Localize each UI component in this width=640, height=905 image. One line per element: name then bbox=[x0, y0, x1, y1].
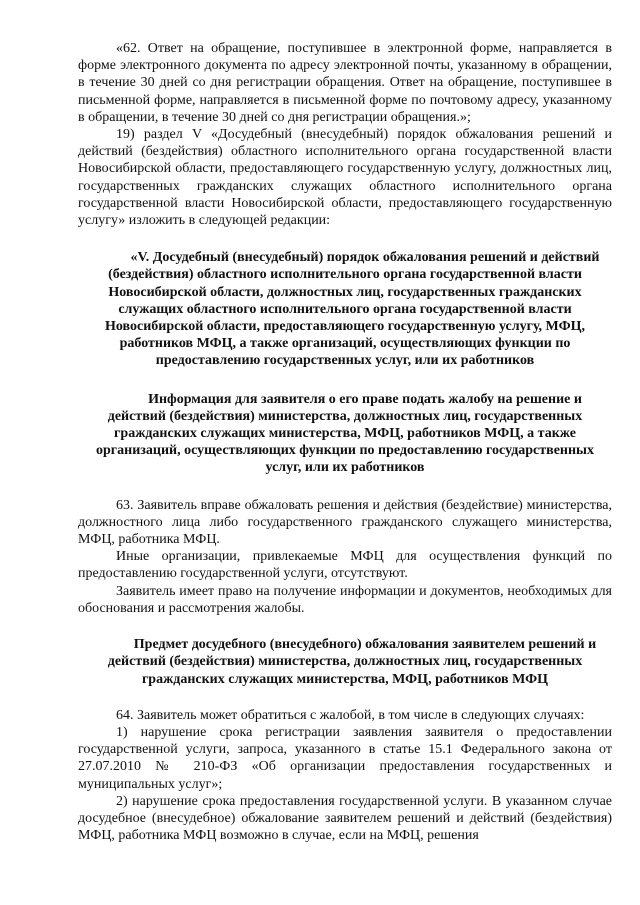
subsection-heading-information-text: Информация для заявителя о его праве подать жалобу на решение и действий (бездействия) министерства, должностных лиц, государственных гражданских служащих министерства, МФЦ, работников МФЦ, а также организаций, осуществляющих функции по предоставлению государственных услуг, или их работников bbox=[95, 391, 594, 476]
subsection-heading-information bbox=[78, 391, 612, 477]
section-heading-text: «V. Досудебный (внесудебный) порядок обжалования решений и действий (бездействия) областного исполнительного органа государственной власти Новосибирской области, должностных лиц, государственных гражданских служащих областного исполнительного органа государственной власти Новосибирской области, предоставляющего государственную услугу, МФЦ, работников МФЦ, а также организаций, осуществляющих функции по предоставлению государственных услуг, или их работников bbox=[105, 250, 600, 369]
paragraph-64: 64. Заявитель может обратиться с жалобой, в том числе в следующих случаях: bbox=[116, 707, 585, 723]
paragraph-63-right-to-information: Заявитель имеет право на получение информации и документов, необходимых для обоснования и рассмотрения жалобы. bbox=[78, 583, 612, 616]
paragraph-62: «62. Ответ на обращение, поступившее в электронной форме, направляется в форме электронного документа по адресу электронной почты, указанному в обращении, в течение 30 дней со дня регистрации обращения. Ответ на обращение, поступившее в письменной форме, направляется в письменной форме по почтовому адресу, указанному в обращении, в течение 30 дней со дня регистрации обращения.»; bbox=[78, 41, 612, 125]
paragraph-63-other-organizations: Иные организации, привлекаемые МФЦ для осуществления функций по предоставлению государственной услуги, отсутствуют. bbox=[78, 549, 612, 582]
section-heading bbox=[78, 249, 612, 369]
paragraph-19: 19) раздел V «Досудебный (внесудебный) порядок обжалования решений и действий (бездействия) областного исполнительного органа государственной власти Новосибирской области, предоставляющего государственную услугу, должностных лиц, государственных гражданских служащих областного исполнительного органа государственной власти Новосибирской области, предоставляющего государственную услугу» изложить в следующей редакции: bbox=[78, 127, 612, 229]
subsection-heading-subject bbox=[78, 636, 612, 688]
subsection-heading-subject-text: Предмет досудебного (внесудебного) обжалования заявителем решений и действий (бездействия) министерства, должностных лиц, государственных гражданских служащих министерства, МФЦ, работников МФЦ bbox=[107, 637, 597, 687]
paragraph-64-item-2: 2) нарушение срока предоставления государственной услуги. В указанном случае досудебное (внесудебное) обжалование заявителем решений и действий (бездействия) МФЦ, работника МФЦ возможно в случае, если на МФЦ, решения bbox=[78, 793, 612, 844]
paragraph-63: 63. Заявитель вправе обжаловать решения и действия (бездействие) министерства, должностного лица либо государственного гражданского служащего министерства, МФЦ, работника МФЦ. bbox=[78, 497, 612, 548]
paragraph-64-item-1: 1) нарушение срока регистрации заявления заявителя о предоставлении государственной услуги, запроса, указанного в статье 15.1 Федерального закона от 27.07.2010 № 210-ФЗ «Об организации предоставления государственных и муниципальных услуг»; bbox=[78, 724, 612, 792]
